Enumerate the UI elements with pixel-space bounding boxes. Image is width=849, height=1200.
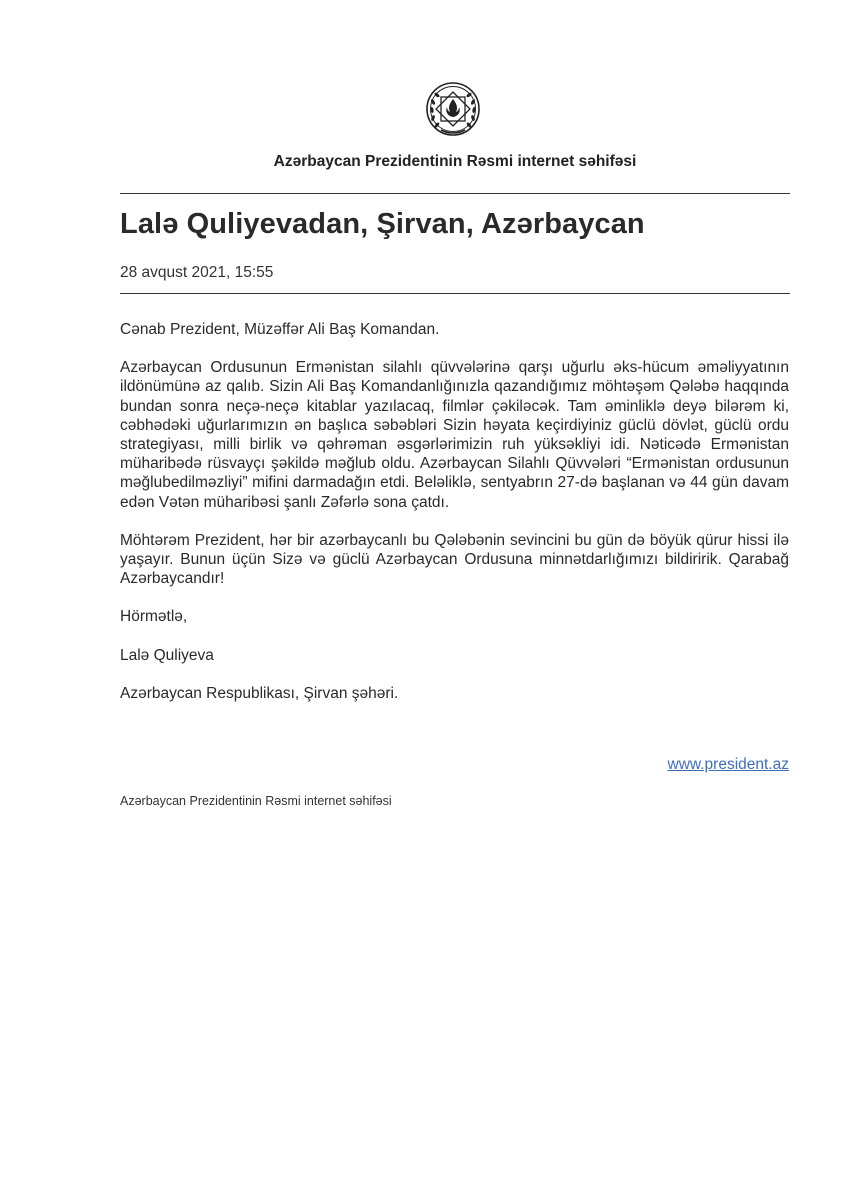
- website-link[interactable]: www.president.az: [667, 756, 789, 773]
- letter-closing: Hörmətlə,: [120, 608, 188, 626]
- publish-date: 28 avqust 2021, 15:55: [120, 264, 274, 281]
- azerbaijan-state-emblem-icon: [424, 80, 482, 140]
- letter-paragraph: Möhtərəm Prezident, hər bir azərbaycanlı bu Qələbənin sevincini bu gün də böyük qürur hissi ilə yaşayır. Bunun üçün Sizə və güclü Azərbaycan Ordusuna minnətdarlığımızı bildiririk. Qarabağ Azərbaycandır!: [120, 531, 789, 588]
- footer-site-title: Azərbaycan Prezidentinin Rəsmi internet səhifəsi: [120, 794, 392, 808]
- title-divider: [120, 293, 790, 294]
- page-title: Lalə Quliyevadan, Şirvan, Azərbaycan: [120, 208, 645, 240]
- header-divider: [120, 193, 790, 194]
- letter-signature: Lalə Quliyeva: [120, 646, 214, 664]
- letter-salutation: Cənab Prezident, Müzəffər Ali Baş Komandan.: [120, 321, 440, 338]
- letter-paragraph: Azərbaycan Ordusunun Ermənistan silahlı qüvvələrinə qarşı uğurlu əks-hücum əməliyyatının ildönümünə az qalıb. Sizin Ali Baş Komandanlığınızla qazandığımız möhtəşəm Qələbə haqqında bundan sonra neçə-neçə kitablar yazılacaq, filmlər çəkiləcək. Tam əminliklə deyə bilərəm ki, cəbhədəki uğurlarımızın ən başlıca səbəbləri Sizin həyata keçirdiyiniz güclü dövlət, güclü ordu strategiyası, milli birlik və qəhrəman əsgərlərimizin ruh yüksəkliyi idi. Nəticədə Ermənistan müharibədə rüsvayçı şəkildə məğlub oldu. Azərbaycan Silahlı Qüvvələri “Ermənistan ordusunun məğlubedilməzliyi” mifini darmadağın etdi. Beləliklə, sentyabrın 27-də başlanan və 44 gün davam edən Vətən müharibəsi şanlı Zəfərlə sona çatdı.: [120, 359, 789, 511]
- letter-body: [120, 320, 789, 722]
- letter-location: Azərbaycan Respublikası, Şirvan şəhəri.: [120, 684, 399, 702]
- site-header-title: Azərbaycan Prezidentinin Rəsmi internet səhifəsi: [273, 153, 637, 170]
